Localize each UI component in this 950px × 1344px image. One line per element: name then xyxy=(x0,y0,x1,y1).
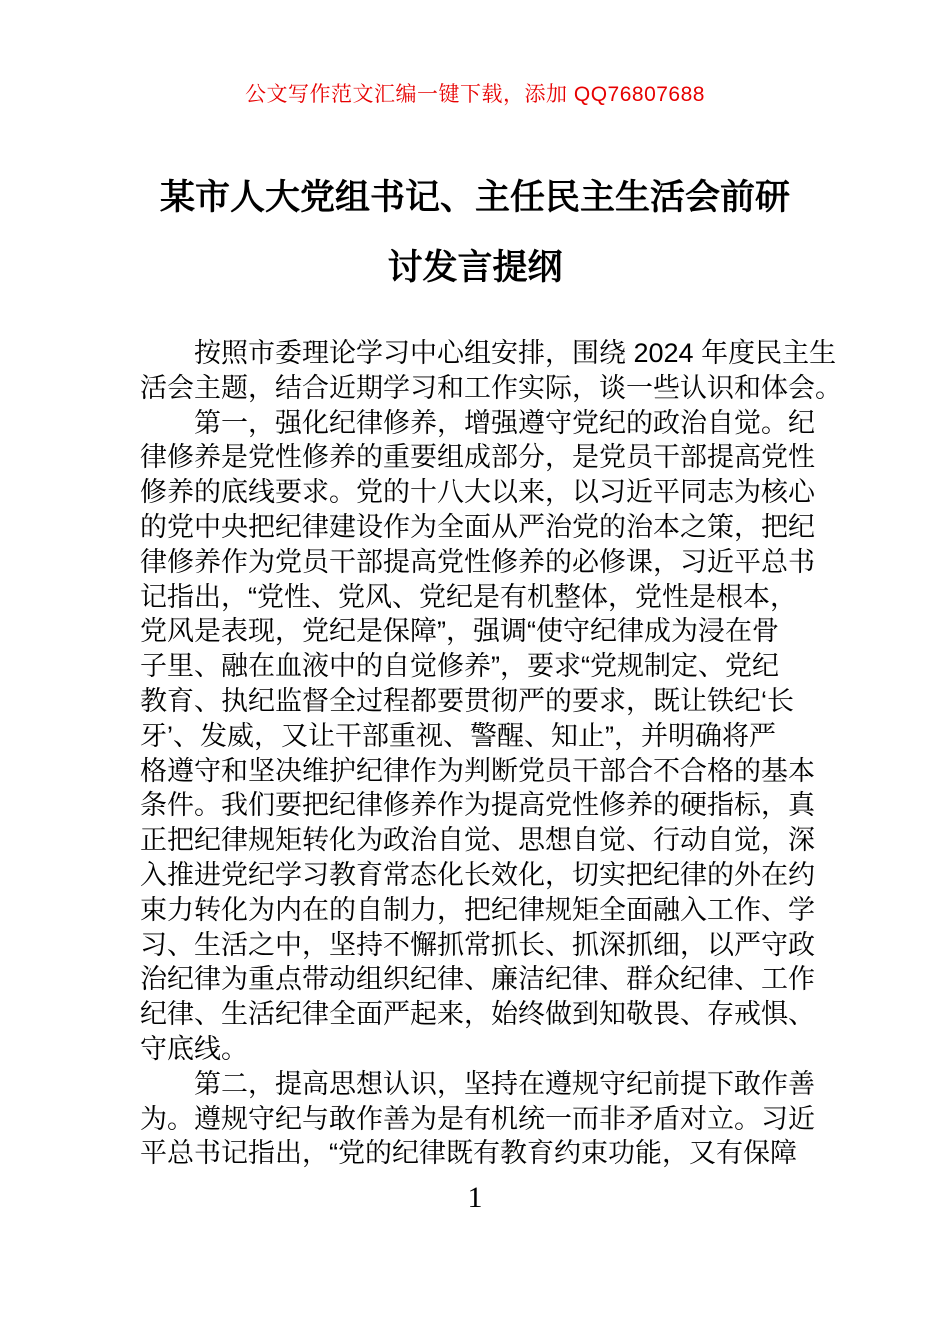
paragraph-first-point xyxy=(140,406,816,1067)
text-line: 治纪律为重点带动组织纪律、廉洁纪律、群众纪律、工作 xyxy=(140,964,815,995)
text-line: 条件。我们要把纪律修养作为提高党性修养的硬指标，真 xyxy=(140,790,815,821)
text-line: 修养的底线要求。党的十八大以来，以习近平同志为核心 xyxy=(140,477,815,508)
text-line: 第一，强化纪律修养，增强遵守党纪的政治自觉。纪 xyxy=(194,407,815,438)
text-line: 记指出，“党性、党风、党纪是有机整体，党性是根本， xyxy=(140,581,797,612)
text-line: 的党中央把纪律建设作为全面从严治党的治本之策，把纪 xyxy=(140,511,815,542)
text-line: 正把纪律规矩转化为政治自觉、思想自觉、行动自觉，深 xyxy=(140,825,815,856)
text-line: 活会主题，结合近期学习和工作实际，谈一些认识和体会。 xyxy=(140,372,842,403)
document-body xyxy=(140,336,842,1171)
text-line: 格遵守和坚决维护纪律作为判断党员干部合不合格的基本 xyxy=(140,755,815,786)
text-line: 入推进党纪学习教育常态化长效化，切实把纪律的外在约 xyxy=(140,859,815,890)
text-line: 子里、融在血液中的自觉修养”，要求“党规制定、党纪 xyxy=(140,651,779,682)
title-line-2: 讨发言提纲 xyxy=(387,248,563,287)
text-line: 守底线。 xyxy=(140,1033,248,1064)
text-line: 纪律、生活纪律全面严起来，始终做到知敬畏、存戒惧、 xyxy=(140,999,815,1030)
text-line: 牙’、发威，又让干部重视、警醒、知止”，并明确将严 xyxy=(140,720,776,751)
text-line: 教育、执纪监督全过程都要贯彻严的要求，既让铁纪‘长 xyxy=(140,685,794,716)
text-line: 平总书记指出，“党的纪律既有教育约束功能，又有保障 xyxy=(140,1138,797,1169)
promo-banner: 公文写作范文汇编一键下载，添加 QQ76807688 xyxy=(245,83,705,106)
text-line: 束力转化为内在的自制力，把纪律规矩全面融入工作、学 xyxy=(140,894,815,925)
text-line: 习、生活之中，坚持不懈抓常抓长、抓深抓细，以严守政 xyxy=(140,929,815,960)
text-line: 党风是表现，党纪是保障”，强调“使守纪律成为浸在骨 xyxy=(140,616,779,647)
document-title xyxy=(0,163,950,303)
text-line: 第二，提高思想认识，坚持在遵规守纪前提下敢作善 xyxy=(194,1068,815,1099)
title-line-1: 某市人大党组书记、主任民主生活会前研 xyxy=(159,178,790,217)
page-number: 1 xyxy=(467,1181,483,1214)
text-line: 按照市委理论学习中心组安排，围绕 2024 年度民主生 xyxy=(194,338,837,368)
text-line: 律修养作为党员干部提高党性修养的必修课，习近平总书 xyxy=(140,546,815,577)
text-line: 律修养是党性修养的重要组成部分，是党员干部提高党性 xyxy=(140,442,815,473)
paragraph-second-point xyxy=(140,1067,816,1171)
text-line: 为。遵规守纪与敢作善为是有机统一而非矛盾对立。习近 xyxy=(140,1103,815,1134)
paragraph-intro xyxy=(140,336,842,406)
